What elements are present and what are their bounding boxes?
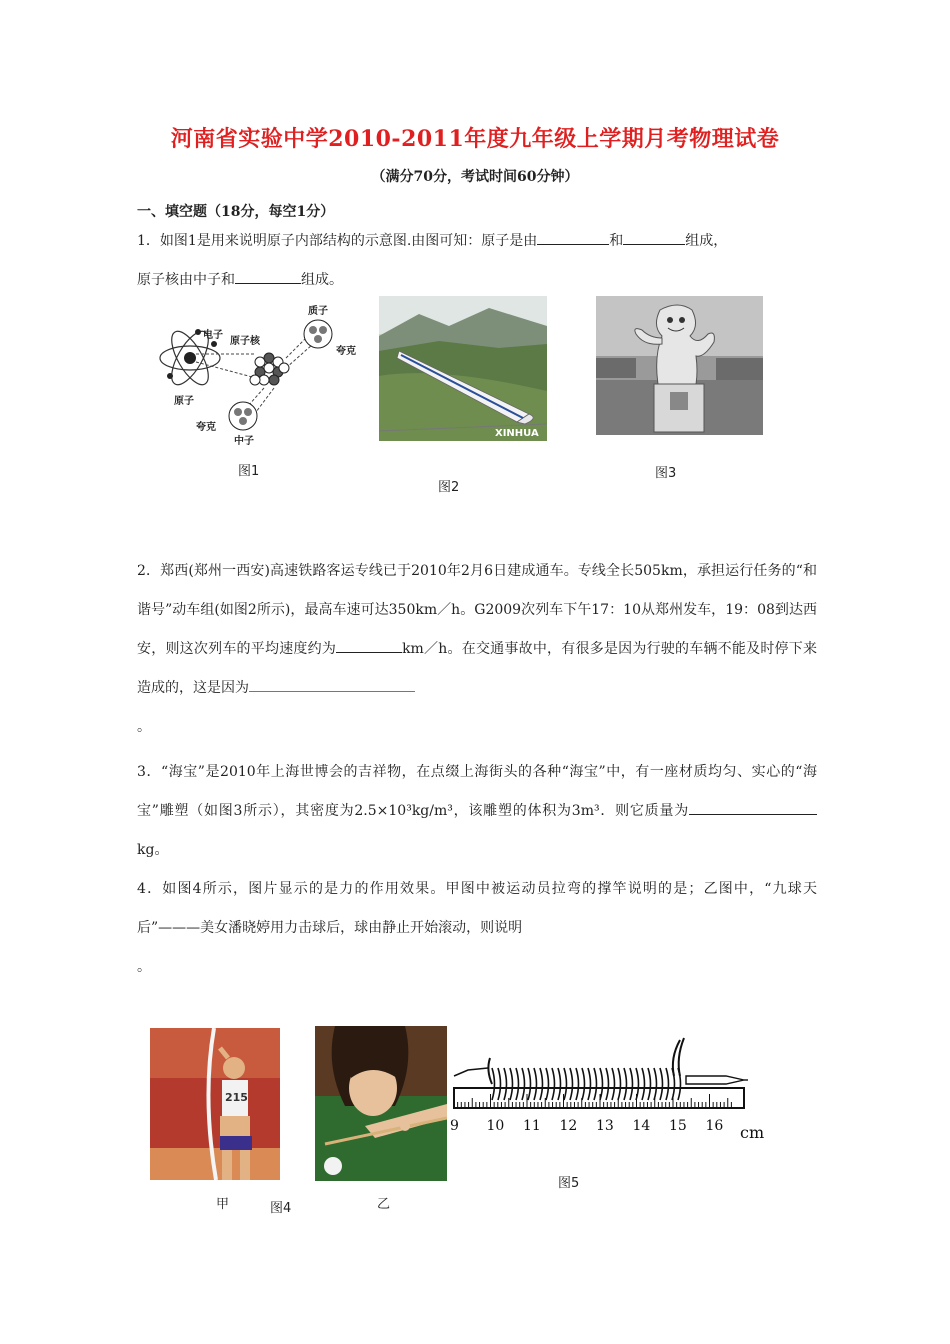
figure-1-caption: 图1: [238, 464, 260, 479]
figure-4-jia-label: 甲: [216, 1197, 230, 1212]
high-speed-train-image: [379, 296, 547, 441]
figure-4-yi-photo: [315, 1026, 447, 1181]
question-1: [137, 222, 817, 300]
figure-4-jia-photo: [150, 1028, 280, 1180]
q1-text-b: 和: [609, 233, 624, 249]
q1-blank-3: [235, 267, 301, 284]
label-neutron: 中子: [234, 436, 254, 447]
figure-2-caption: 图2: [438, 480, 460, 495]
label-nucleus: 原子核: [230, 336, 260, 347]
figure-4-caption: 图4: [270, 1201, 292, 1216]
q1-blank-2: [623, 228, 685, 245]
figure-5-caption: 图5: [558, 1176, 580, 1191]
exam-subtitle: （满分70分，考试时间60分钟）: [371, 169, 579, 185]
haibao-statue-image: [596, 296, 763, 435]
q1-blank-1: [537, 228, 609, 245]
xinhua-watermark: XINHUA: [495, 428, 539, 439]
question-3: [137, 753, 817, 870]
q1-text-a: 1．如图1是用来说明原子内部结构的示意图.由图可知：原子是由: [137, 233, 538, 249]
label-electron: 电子: [203, 330, 223, 341]
label-proton: 质子: [308, 306, 328, 317]
q2-text-b: km／h。在交通事故中，有很多是因为行驶的车辆不能及时停下来造成的，这是因为: [137, 641, 817, 696]
ruler-tick-label: 10: [486, 1118, 505, 1134]
q1-text-c: 组成，: [685, 233, 728, 249]
ruler-unit: cm: [740, 1123, 765, 1142]
q1-text-e: 组成。: [301, 272, 343, 288]
q3-text-b: kg。: [137, 842, 169, 858]
ruler-tick-label: 14: [632, 1118, 651, 1134]
billiards-player-image: [315, 1026, 447, 1181]
q4-end: 。: [137, 959, 151, 975]
ruler-tick-label: 12: [559, 1118, 578, 1134]
ruler-tick-label: 11: [523, 1118, 541, 1134]
label-quark-1: 夸克: [336, 346, 356, 357]
label-quark-2: 夸克: [196, 422, 216, 433]
figure-3-caption: 图3: [655, 466, 677, 481]
figure-4-yi-label: 乙: [377, 1197, 391, 1212]
section-heading: 一、填空题（18分，每空1分）: [137, 204, 335, 220]
question-2: [137, 552, 817, 747]
ruler-tick-label: 16: [705, 1118, 724, 1134]
q3-blank-1: [689, 798, 817, 815]
question-4: [137, 870, 817, 987]
atom-structure-diagram: [148, 296, 358, 451]
ruler-coil-diagram: [448, 1028, 808, 1148]
q4-text: 4．如图4所示，图片显示的是力的作用效果。甲图中被运动员拉弯的撑竿说明的是；乙图中，“九球天后”———美女潘晓婷用力击球后，球由静止开始滚动，则说明: [137, 881, 817, 936]
figure-3-haibao-photo: [596, 296, 763, 435]
figure-1-atom-diagram: [148, 296, 358, 451]
ruler-tick-label: 9: [450, 1118, 459, 1134]
label-atom: 原子: [174, 396, 194, 407]
ruler-tick-label: 15: [669, 1118, 687, 1134]
figure-5-ruler-coil: [448, 1028, 808, 1148]
ruler-tick-label: 13: [596, 1118, 614, 1134]
q3-text-a: 3．“海宝”是2010年上海世博会的吉祥物，在点缀上海街头的各种“海宝”中，有一座材质均匀、实心的“海宝”雕塑（如图3所示），其密度为2.5×10³kg/m³，该雕塑的体积为3m³．则它质量为: [137, 764, 817, 819]
q2-blank-1: [336, 636, 402, 653]
q1-text-d: 原子核由中子和: [137, 272, 235, 288]
pole-vaulter-image: [150, 1028, 280, 1180]
exam-title: 河南省实验中学2010-2011年度九年级上学期月考物理试卷: [170, 126, 780, 152]
figure-2-train-photo: [379, 296, 547, 441]
bib-number: 215: [225, 1091, 248, 1104]
q2-text-a: 2．郑西(郑州一西安)高速铁路客运专线已于2010年2月6日建成通车。专线全长505km，承担运行任务的“和谐号”动车组(如图2所示)，最高车速可达350km／h。G2009次列车下午17：10从郑州发车，19：08到达西安，则这次列车的平均速度约为: [137, 563, 817, 657]
q2-text-c: 。: [137, 719, 151, 735]
q2-blank-2: [249, 675, 415, 692]
